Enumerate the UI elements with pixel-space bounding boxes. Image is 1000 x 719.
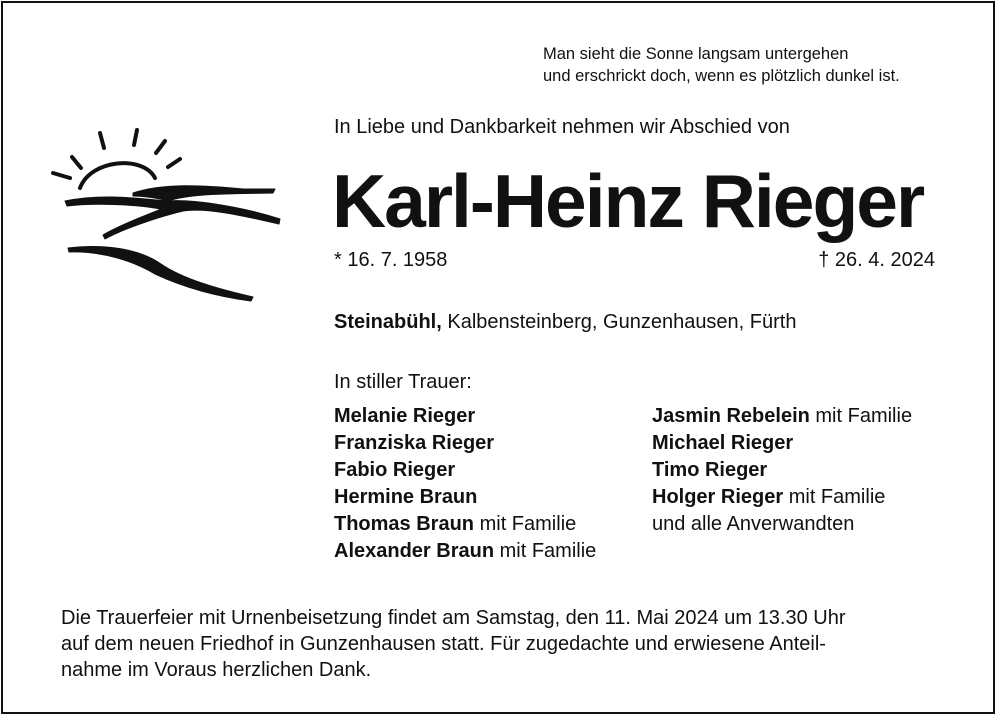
mourner-name: Timo Rieger xyxy=(652,459,768,481)
service-line-3: nahme im Voraus herzlichen Dank. xyxy=(61,659,372,681)
service-line-2: auf dem neuen Friedhof in Gunzenhausen statt. Für zugedachte und erwiesene Anteil- xyxy=(61,633,826,655)
mourner-row xyxy=(334,511,596,538)
motto-line-2: und erschrickt doch, wenn es plötzlich dunkel ist. xyxy=(543,67,900,85)
mourner-name: Jasmin Rebelein xyxy=(652,405,810,427)
motto-line-1: Man sieht die Sonne langsam untergehen xyxy=(543,45,849,63)
motto-quote xyxy=(543,43,963,87)
mourners-label: In stiller Trauer: xyxy=(334,371,472,393)
mourner-row xyxy=(334,403,596,430)
mourner-name: Holger Rieger xyxy=(652,486,784,508)
mourner-row xyxy=(652,484,912,511)
mourner-suffix: mit Familie xyxy=(494,540,597,562)
death-date: † 26. 4. 2024 xyxy=(818,249,935,271)
mourner-suffix: mit Familie xyxy=(783,486,886,508)
service-announcement xyxy=(61,605,961,683)
mourner-row xyxy=(652,511,912,538)
mourner-row xyxy=(334,430,596,457)
mourner-suffix: und alle Anverwandten xyxy=(652,513,855,535)
place-primary: Steinabühl, xyxy=(334,311,442,333)
mourners-right-column xyxy=(652,403,912,538)
mourner-row xyxy=(334,484,596,511)
mourners-left-column xyxy=(334,403,596,565)
mourner-name: Hermine Braun xyxy=(334,486,478,508)
mourner-row xyxy=(334,538,596,565)
mourner-name: Melanie Rieger xyxy=(334,405,476,427)
mourner-name: Michael Rieger xyxy=(652,432,794,454)
places-others: Kalbensteinberg, Gunzenhausen, Fürth xyxy=(441,311,797,333)
intro-text: In Liebe und Dankbarkeit nehmen wir Abschied von xyxy=(334,116,790,138)
places-line xyxy=(334,311,796,334)
deceased-name: Karl-Heinz Rieger xyxy=(332,159,924,243)
mourner-row xyxy=(334,457,596,484)
mourner-name: Franziska Rieger xyxy=(334,432,495,454)
mourner-name: Fabio Rieger xyxy=(334,459,456,481)
sunset-over-hills-icon xyxy=(43,121,288,306)
mourner-row xyxy=(652,403,912,430)
service-line-1: Die Trauerfeier mit Urnenbeisetzung findet am Samstag, den 11. Mai 2024 um 13.30 Uhr xyxy=(61,607,846,629)
obituary-frame xyxy=(1,1,995,714)
mourner-name: Alexander Braun xyxy=(334,540,495,562)
mourner-suffix: mit Familie xyxy=(809,405,913,427)
mourner-row xyxy=(652,457,912,484)
mourner-name: Thomas Braun xyxy=(334,513,475,535)
mourner-row xyxy=(652,430,912,457)
mourner-suffix: mit Familie xyxy=(474,513,577,535)
birth-date: * 16. 7. 1958 xyxy=(334,249,448,271)
